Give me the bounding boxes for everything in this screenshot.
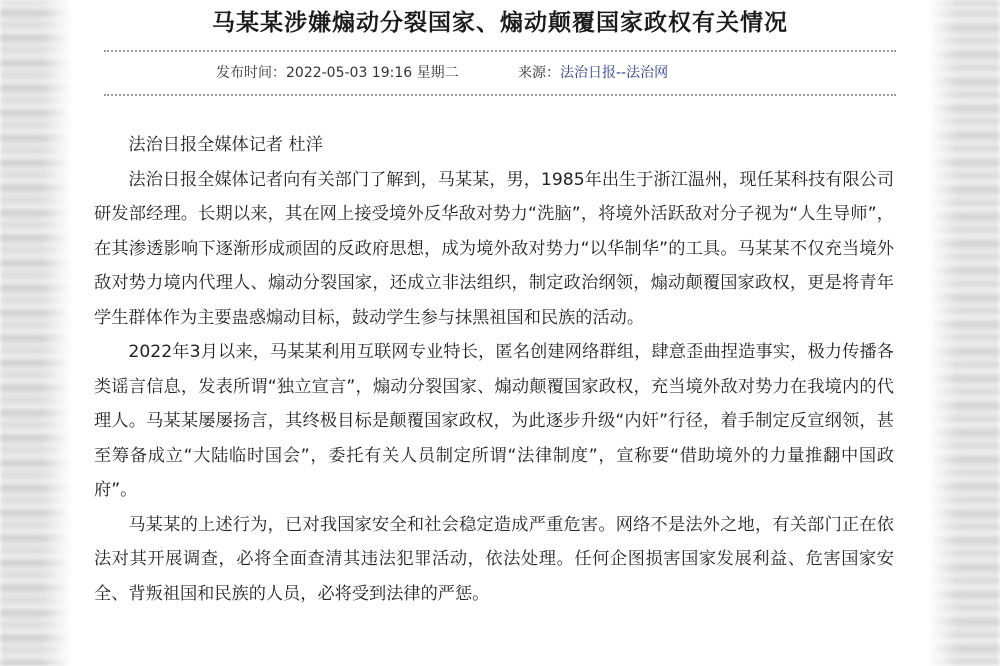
article-body	[94, 128, 894, 611]
paragraph-2: 2022年3月以来，马某某利用互联网专业特长，匿名创建网络群组，肆意歪曲捏造事实，极力传播各类谣言信息，发表所谓“独立宣言”，煽动分裂国家、煽动颠覆国家政权，充当境外敌对势力在我境内的代理人。马某某屡屡扬言，其终极目标是颠覆国家政权，为此逐步升级“内奸”行径，着手制定反宣纲领，甚至筹备成立“大陆临时国会”，委托有关人员制定所谓“法律制度”，宣称要“借助境外的力量推翻中国政府”。	[94, 342, 894, 500]
source-label: 来源：	[518, 65, 560, 81]
paragraph-1: 法治日报全媒体记者向有关部门了解到，马某某，男，1985年出生于浙江温州，现任某科技有限公司研发部经理。长期以来，其在网上接受境外反华敌对势力“洗脑”，将境外活跃敌对分子视为“人生导师”，在其渗透影响下逐渐形成顽固的反政府思想，成为境外敌对势力“以华制华”的工具。马某某不仅充当境外敌对势力境内代理人、煽动分裂国家，还成立非法组织，制定政治纲领，煽动颠覆国家政权，更是将青年学生群体作为主要蛊惑煽动目标，鼓动学生参与抹黑祖国和民族的活动。	[94, 169, 895, 328]
source	[518, 52, 668, 94]
byline: 法治日报全媒体记者 杜洋	[128, 135, 323, 155]
publish-time: 发布时间：2022-05-03 19:16 星期二	[216, 65, 459, 81]
right-blurred-margin	[930, 0, 1000, 666]
source-link[interactable]: 法治日报--法治网	[560, 65, 669, 81]
article-container	[74, 0, 926, 666]
article-title: 马某某涉嫌煽动分裂国家、煽动颠覆国家政权有关情况	[212, 9, 788, 36]
paragraph-3: 马某某的上述行为，已对我国家安全和社会稳定造成严重危害。网络不是法外之地，有关部门正在依法对其开展调查，必将全面查清其违法犯罪活动，依法处理。任何企图损害国家发展利益、危害国家安全、背叛祖国和民族的人员，必将受到法律的严惩。	[94, 514, 894, 604]
article-meta	[74, 52, 926, 94]
left-blurred-margin	[0, 0, 70, 666]
meta-divider	[104, 94, 896, 96]
